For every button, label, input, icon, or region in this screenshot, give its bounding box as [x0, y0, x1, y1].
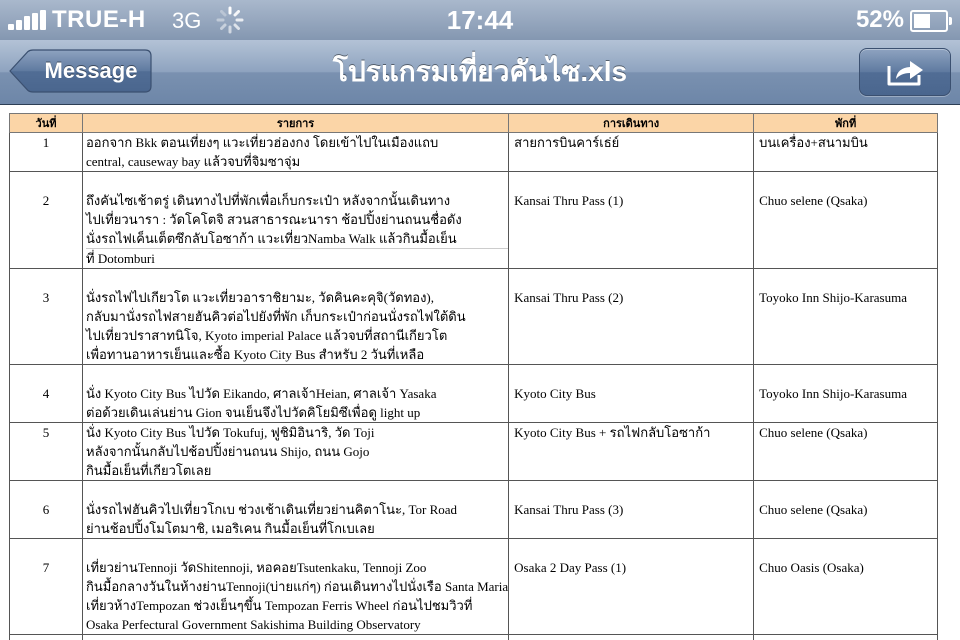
plan-line: Osaka Perfectural Government Sakishima Building Observatory [86, 617, 421, 632]
table-row [10, 365, 938, 423]
battery-icon [910, 10, 948, 32]
column-header-plan: รายการ [83, 114, 509, 133]
battery-level [914, 14, 930, 28]
day-cell: 3 [10, 269, 83, 365]
plan-line: นั่งรถไฟฮันคิวไปเที่ยวโกเบ ช่วงเช้าเดินเที่ยวย่านคิตาโนะ, Tor Road [86, 502, 458, 517]
stay-cell: Chuo selene (Qsaka) [754, 423, 938, 481]
plan-line: นั่งรถไฟไปเกียวโต แวะเที่ยวอาราชิยามะ, วัดคินคะคุจิ(วัดทอง), [86, 290, 434, 305]
plan-line: ต่อด้วยเดินเล่นย่าน Gion จนเย็นจึงไปวัดคิโยมิซึเพื่อดู light up [86, 405, 421, 420]
plan-cell [83, 539, 509, 635]
plan-line: เที่ยวย่านTennoji วัดShitennoji, หอคอยTsutenkaku, Tennoji Zoo [86, 560, 427, 575]
column-header-transport: การเดินทาง [509, 114, 754, 133]
stay-cell: Chuo Oasis (Osaka) [754, 539, 938, 635]
plan-cell [83, 365, 509, 423]
day-cell: 6 [10, 481, 83, 539]
plan-cell [83, 269, 509, 365]
transport-cell: Kansai Thru Pass (2) [509, 269, 754, 365]
plan-line: กลับมานั่งรถไฟสายฮันคิวต่อไปยังที่พัก เก็บกระเป๋าก่อนนั่งรถไฟใต้ดิน [86, 309, 466, 324]
plan-cell [83, 172, 509, 269]
transport-cell: Kyoto City Bus [509, 365, 754, 423]
day-cell: 2 [10, 172, 83, 269]
status-bar [0, 0, 960, 40]
plan-line: นั่งรถไฟเค็นเต็ตซึกลับโอซาก้า แวะเที่ยวNamba Walk แล้วกินมื้อเย็น [86, 231, 457, 246]
column-header-stay: พักที่ [754, 114, 938, 133]
day-cell: 7 [10, 539, 83, 635]
table-row [10, 539, 938, 635]
table-row [10, 635, 938, 640]
plan-line: ออกจาก Bkk ตอนเที่ยงๆ แวะเที่ยวฮ่องกง โดยเข้าไปในเมืองแถบ [86, 135, 439, 150]
column-header-day: วันที่ [10, 114, 83, 133]
plan-line: ที่ Dotomburi [86, 248, 508, 268]
table-row [10, 423, 938, 481]
plan-line: กินมื้อเย็นที่เกียวโตเลย [86, 463, 212, 478]
plan-line: ย่านช้อปปิ้งโมโตมาชิ, เมอริเคน กินมื้อเย็นที่โกเบเลย [86, 521, 375, 536]
plan-line: กินมื้อกลางวันในห้างย่านTennoji(บ่ายแก่ๆ) ก่อนเดินทางไปนั่งเรือ Santa Maria [86, 579, 509, 594]
table-row [10, 172, 938, 269]
plan-line: ไปเที่ยวนารา : วัดโคโตจิ สวนสาธารณะนารา ช้อปปิ้งย่านถนนชื่อดัง [86, 212, 462, 227]
table-row [10, 269, 938, 365]
network-type: 3G [172, 8, 202, 33]
transport-cell: สายการบินคาร์เธ่ย์ [509, 133, 754, 172]
back-button[interactable] [8, 49, 152, 93]
plan-line: เที่ยวห้างTempozan ช่วงเย็นๆขึ้น Tempozan Ferris Wheel ก่อนไปชมวิวที่ [86, 598, 473, 613]
stay-cell: Chuo selene (Qsaka) [754, 481, 938, 539]
carrier-name: TRUE-H [52, 6, 146, 33]
transport-cell [509, 635, 754, 640]
stay-cell: บนเครื่อง+สนามบิน [754, 133, 938, 172]
table-header-row [10, 114, 938, 133]
plan-line: central, causeway bay แล้วจบที่จิมซาจุ่ม [86, 154, 301, 169]
transport-cell: Kansai Thru Pass (1) [509, 172, 754, 269]
stay-cell [754, 635, 938, 640]
spreadsheet-view[interactable] [0, 105, 960, 640]
transport-cell: Kansai Thru Pass (3) [509, 481, 754, 539]
plan-line: ไปเที่ยวปราสาทนิโจ, Kyoto imperial Palace แล้วจบที่สถานีเกียวโต [86, 328, 448, 343]
navigation-bar [0, 40, 960, 105]
table-row [10, 133, 938, 172]
itinerary-table [9, 113, 938, 640]
clock: 17:44 [446, 5, 514, 35]
day-cell: 1 [10, 133, 83, 172]
battery-percentage: 52% [855, 6, 904, 33]
plan-cell [83, 481, 509, 539]
day-cell: 4 [10, 365, 83, 423]
plan-line: นั่ง Kyoto City Bus ไปวัด Eikando, ศาลเจ้าHeian, ศาลเจ้า Yasaka [86, 386, 437, 401]
stay-cell: Chuo selene (Qsaka) [754, 172, 938, 269]
back-button-label: Message [44, 58, 138, 83]
stay-cell: Toyoko Inn Shijo-Karasuma [754, 365, 938, 423]
plan-cell [83, 423, 509, 481]
plan-line: นั่ง Kyoto City Bus ไปวัด Tokufuj, ฟูชิมิอินาริ, วัด Toji [86, 425, 375, 440]
plan-line: เพื่อทานอาหารเย็นและซื้อ Kyoto City Bus สำหรับ 2 วันที่เหลือ [86, 347, 425, 362]
plan-cell [83, 635, 509, 640]
table-row [10, 481, 938, 539]
share-button[interactable] [859, 48, 951, 96]
transport-cell: Osaka 2 Day Pass (1) [509, 539, 754, 635]
day-cell [10, 635, 83, 640]
transport-cell: Kyoto City Bus + รถไฟกลับโอซาก้า [509, 423, 754, 481]
plan-cell [83, 133, 509, 172]
stay-cell: Toyoko Inn Shijo-Karasuma [754, 269, 938, 365]
plan-line: ถึงคันไซเช้าตรู่ เดินทางไปที่พักเพื่อเก็บกระเป๋า หลังจากนั้นเดินทาง [86, 193, 451, 208]
day-cell: 5 [10, 423, 83, 481]
page-title: โปรแกรมเที่ยวคันไซ.xls [332, 56, 628, 87]
share-icon [886, 57, 926, 87]
plan-line: หลังจากนั้นกลับไปช้อปปิ้งย่านถนน Shijo, ถนน Gojo [86, 444, 370, 459]
